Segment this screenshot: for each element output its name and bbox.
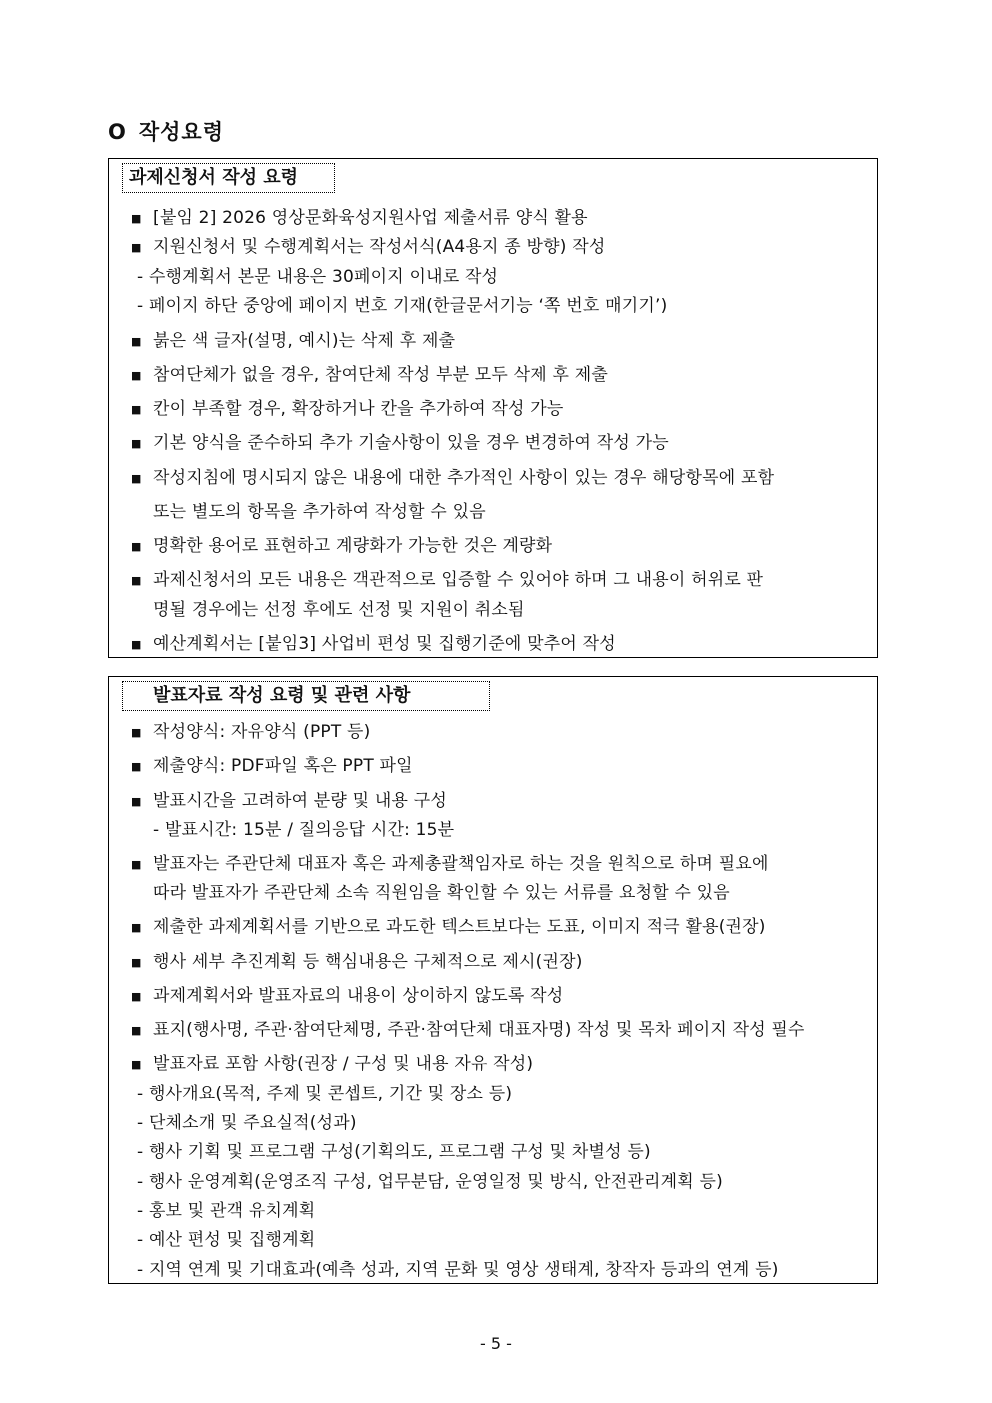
list-item: ■ 칸이 부족할 경우, 확장하거나 칸을 추가하여 작성 가능 [153, 398, 564, 420]
list-item: ■ 기본 양식을 준수하되 추가 기술사항이 있을 경우 변경하여 작성 가능 [153, 432, 669, 454]
list-item: ■ 작성양식: 자유양식 (PPT 등) [153, 721, 371, 743]
list-subitem: - 홍보 및 관객 유치계획 [137, 1201, 316, 1221]
list-subitem: - 행사 운영계획(운영조직 구성, 업무분담, 운영일정 및 방식, 안전관리계획 등) [137, 1172, 723, 1192]
application-guidelines-title: 과제신청서 작성 요령 [122, 163, 335, 193]
list-item: ■ 발표시간을 고려하여 분량 및 내용 구성 [153, 790, 447, 812]
section-heading [108, 116, 224, 146]
list-subitem: - 행사 기획 및 프로그램 구성(기획의도, 프로그램 구성 및 차별성 등) [137, 1142, 651, 1162]
list-item: ■ 과제신청서의 모든 내용은 객관적으로 입증할 수 있어야 하며 그 내용이 허위로 판 [153, 569, 763, 591]
list-item: ■ 붉은 색 글자(설명, 예시)는 삭제 후 제출 [153, 330, 455, 352]
list-subitem: - 지역 연계 및 기대효과(예측 성과, 지역 문화 및 영상 생태계, 창작자 등과의 연계 등) [137, 1260, 779, 1280]
heading-marker: O [108, 120, 127, 144]
application-guidelines-box [108, 158, 878, 658]
list-item: ■ 참여단체가 없을 경우, 참여단체 작성 부분 모두 삭제 후 제출 [153, 364, 608, 386]
list-item: ■ 예산계획서는 [붙임3] 사업비 편성 및 집행기준에 맞추어 작성 [153, 633, 616, 655]
presentation-guidelines-title: 발표자료 작성 요령 및 관련 사항 [122, 681, 490, 711]
list-item: ■ 행사 세부 추진계획 등 핵심내용은 구체적으로 제시(권장) [153, 951, 583, 973]
list-item: ■ 제출한 과제계획서를 기반으로 과도한 텍스트보다는 도표, 이미지 적극 활용(권장) [153, 916, 766, 938]
list-item: ■ 지원신청서 및 수행계획서는 작성서식(A4용지 종 방향) 작성 [153, 236, 605, 258]
list-subitem: - 행사개요(목적, 주제 및 콘셉트, 기간 및 장소 등) [137, 1084, 513, 1104]
list-item: ■ 작성지침에 명시되지 않은 내용에 대한 추가적인 사항이 있는 경우 해당항목에 포함 [153, 467, 774, 489]
list-item-continuation: 따라 발표자가 주관단체 소속 직원임을 확인할 수 있는 서류를 요청할 수 있음 [153, 883, 730, 903]
list-item-continuation: 또는 별도의 항목을 추가하여 작성할 수 있음 [153, 502, 486, 522]
list-subitem: - 발표시간: 15분 / 질의응답 시간: 15분 [153, 820, 455, 840]
list-item: ■ 발표자료 포함 사항(권장 / 구성 및 내용 자유 작성) [153, 1053, 533, 1075]
presentation-guidelines-box [108, 676, 878, 1284]
list-subitem: - 수행계획서 본문 내용은 30페이지 이내로 작성 [137, 267, 499, 287]
list-item: ■ 표지(행사명, 주관·참여단체명, 주관·참여단체 대표자명) 작성 및 목차 페이지 작성 필수 [153, 1019, 805, 1041]
list-item: ■ 제출양식: PDF파일 혹은 PPT 파일 [153, 755, 413, 777]
list-item: ■ 명확한 용어로 표현하고 계량화가 가능한 것은 계량화 [153, 535, 552, 557]
list-subitem: - 페이지 하단 중앙에 페이지 번호 기재(한글문서기능 ‘쪽 번호 매기기’) [137, 296, 668, 316]
heading-text: 작성요령 [138, 120, 225, 144]
list-item: ■ 과제계획서와 발표자료의 내용이 상이하지 않도록 작성 [153, 985, 563, 1007]
list-item: ■ 발표자는 주관단체 대표자 혹은 과제총괄책임자로 하는 것을 원칙으로 하며 필요에 [153, 853, 769, 875]
list-item: ■ [붙임 2] 2026 영상문화육성지원사업 제출서류 양식 활용 [153, 207, 588, 229]
list-subitem: - 단체소개 및 주요실적(성과) [137, 1113, 357, 1133]
page-number: - 5 - [480, 1334, 512, 1353]
list-subitem: - 예산 편성 및 집행계획 [137, 1230, 316, 1250]
list-item-continuation: 명될 경우에는 선정 후에도 선정 및 지원이 취소됨 [153, 600, 525, 620]
